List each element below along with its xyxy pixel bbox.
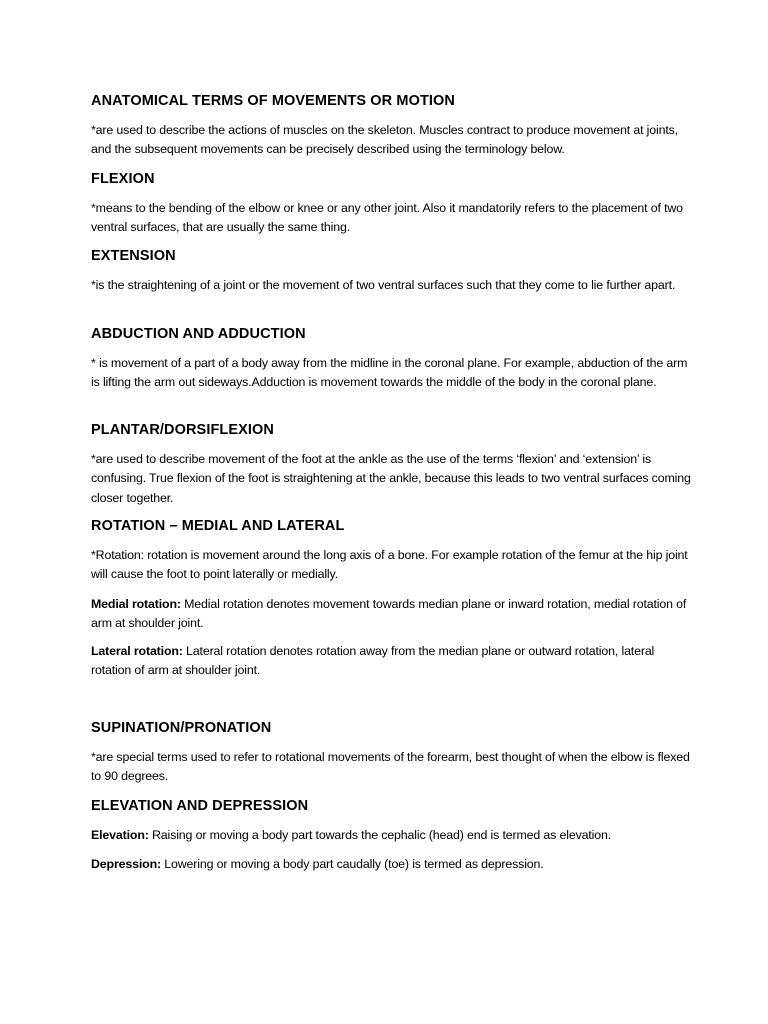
medial-rotation-text: Medial rotation denotes movement towards median plane or inward rotation, medial rotation of arm at shoulder joint. [91,597,687,631]
heading-elevation-depression: ELEVATION AND DEPRESSION [91,798,309,814]
heading-extension: EXTENSION [91,248,176,264]
para-depression [91,855,691,874]
lateral-rotation-text: Lateral rotation denotes rotation away from the median plane or outward rotation, lateral rotation of arm at shoulder joint. [91,644,655,678]
depression-label: Depression: [91,857,161,871]
para-rotation: *Rotation: rotation is movement around the long axis of a bone. For example rotation of the femur at the hip joint will cause the foot to point laterally or medially. [91,548,688,582]
medial-rotation-label: Medial rotation: [91,597,181,611]
para-anatomical-terms: *are used to describe the actions of muscles on the skeleton. Muscles contract to produce movement at joints, and the subsequent movements can be precisely described using the terminology below. [91,123,678,157]
heading-abduction-adduction: ABDUCTION AND ADDUCTION [91,326,306,342]
para-elevation [91,826,691,845]
heading-rotation: ROTATION – MEDIAL AND LATERAL [91,518,345,534]
para-flexion: *means to the bending of the elbow or knee or any other joint. Also it mandatorily refers to the placement of two ventral surfaces, that are usually the same thing. [91,201,683,235]
heading-anatomical-terms: ANATOMICAL TERMS OF MOVEMENTS OR MOTION [91,93,455,109]
para-lateral-rotation [91,642,691,681]
depression-text: Lowering or moving a body part caudally (toe) is termed as depression. [160,857,544,871]
lateral-rotation-label: Lateral rotation: [91,644,183,658]
heading-plantar-dorsiflexion: PLANTAR/DORSIFLEXION [91,422,274,438]
heading-flexion: FLEXION [91,171,155,187]
elevation-text: Raising or moving a body part towards the cephalic (head) end is termed as elevation. [148,828,612,842]
para-extension: *is the straightening of a joint or the movement of two ventral surfaces such that they come to lie further apart. [91,278,676,292]
heading-supination-pronation: SUPINATION/PRONATION [91,720,272,736]
elevation-label: Elevation: [91,828,149,842]
para-medial-rotation [91,595,691,634]
para-plantar-dorsiflexion: *are used to describe movement of the foot at the ankle as the use of the terms ‘flexion’ and ‘extension’ is confusing. True flexion of the foot is straightening at the ankle, because this leads to two ventral surfaces coming closer together. [91,452,691,505]
para-supination-pronation: *are special terms used to refer to rotational movements of the forearm, best thought of when the elbow is flexed to 90 degrees. [91,750,690,784]
para-abduction-adduction: * is movement of a part of a body away from the midline in the coronal plane. For example, abduction of the arm is lifting the arm out sideways.Adduction is movement towards the middle of the body in the coronal plane. [91,356,688,390]
